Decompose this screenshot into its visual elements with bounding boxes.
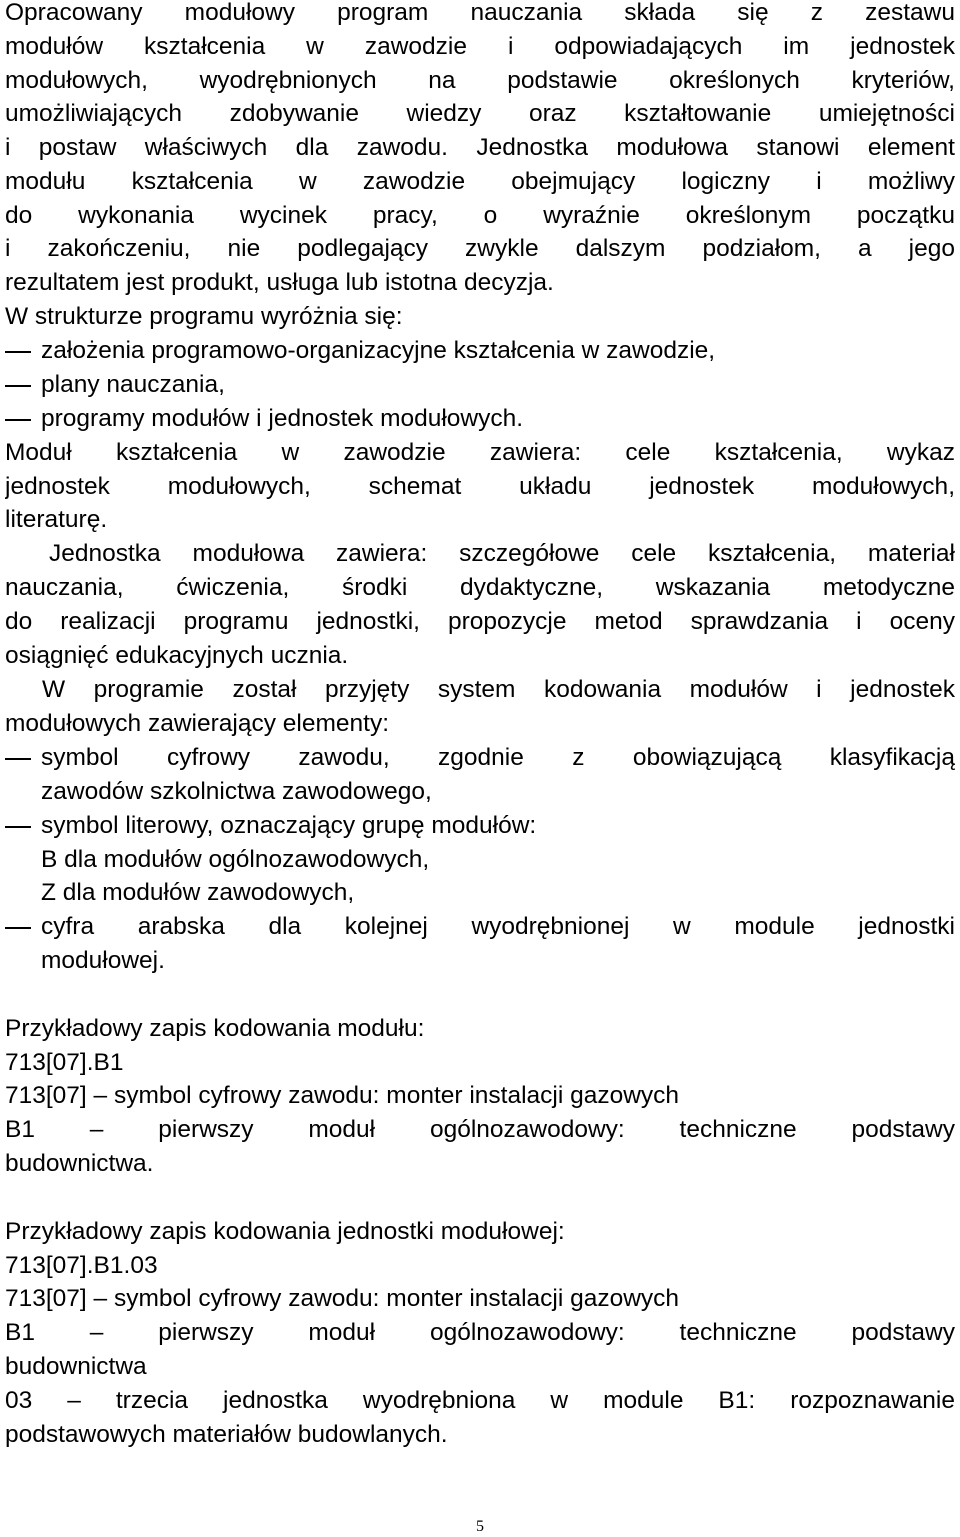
text-line: modułowych zawierający elementy:: [5, 710, 389, 737]
list-item: symbol cyfrowy zawodu, zgodnie z obowiązującą klasyfikacją: [41, 744, 955, 771]
list-item: symbol literowy, oznaczający grupę modułów:: [41, 812, 537, 839]
list-item: cyfra arabska dla kolejnej wyodrębnionej w module jednostki: [41, 913, 955, 940]
text-line: podstawowych materiałów budowlanych.: [5, 1421, 448, 1448]
list-item: modułowej.: [41, 947, 165, 974]
text-line: Jednostka modułowa zawiera: szczegółowe cele kształcenia, materiał: [49, 540, 955, 567]
bullet-dash: [5, 351, 31, 353]
text-line: modułowych, wyodrębnionych na podstawie określonych kryteriów,: [5, 67, 955, 94]
text-line: literaturę.: [5, 506, 108, 533]
text-line: modułów kształcenia w zawodzie i odpowiadających im jednostek: [5, 33, 955, 60]
page-number: 5: [476, 1518, 484, 1535]
text-line: umożliwiających zdobywanie wiedzy oraz kształtowanie umiejętności: [5, 100, 955, 127]
bullet-dash: [5, 758, 31, 760]
bullet-dash: [5, 826, 31, 828]
text-line: Moduł kształcenia w zawodzie zawiera: cele kształcenia, wykaz: [5, 439, 955, 466]
text-line: rezultatem jest produkt, usługa lub istotna decyzja.: [5, 269, 554, 296]
text-line: 713[07].B1: [5, 1049, 124, 1076]
text-line: B1 – pierwszy moduł ogólnozawodowy: techniczne podstawy: [5, 1116, 955, 1143]
text-line: 713[07] – symbol cyfrowy zawodu: monter instalacji gazowych: [5, 1082, 680, 1109]
text-line: budownictwa: [5, 1353, 147, 1380]
bullet-dash: [5, 385, 31, 387]
text-line: do wykonania wycinek pracy, o wyraźnie określonym początku: [5, 202, 955, 229]
text-line: i postaw właściwych dla zawodu. Jednostka modułowa stanowi element: [5, 134, 955, 161]
bullet-dash: [5, 419, 31, 421]
text-line: 713[07].B1.03: [5, 1252, 158, 1279]
text-line: B1 – pierwszy moduł ogólnozawodowy: techniczne podstawy: [5, 1319, 955, 1346]
text-line: Opracowany modułowy program nauczania składa się z zestawu: [5, 0, 955, 26]
text-line: do realizacji programu jednostki, propozycje metod sprawdzania i oceny: [5, 608, 955, 635]
list-item: zawodów szkolnictwa zawodowego,: [41, 778, 432, 805]
text-line: Przykładowy zapis kodowania modułu:: [5, 1015, 425, 1042]
list-item: Z dla modułów zawodowych,: [41, 879, 355, 906]
text-line: W strukturze programu wyróżnia się:: [5, 303, 403, 330]
text-line: modułu kształcenia w zawodzie obejmujący logiczny i możliwy: [5, 168, 955, 195]
list-item: założenia programowo-organizacyjne kształcenia w zawodzie,: [41, 337, 716, 364]
text-line: osiągnięć edukacyjnych ucznia.: [5, 642, 349, 669]
text-line: jednostek modułowych, schemat układu jednostek modułowych,: [5, 473, 955, 500]
list-item: B dla modułów ogólnozawodowych,: [41, 846, 430, 873]
list-item: plany nauczania,: [41, 371, 225, 398]
text-line: i zakończeniu, nie podlegający zwykle dalszym podziałom, a jego: [5, 235, 955, 262]
text-line: W programie został przyjęty system kodowania modułów i jednostek: [42, 676, 955, 703]
text-line: 03 – trzecia jednostka wyodrębniona w module B1: rozpoznawanie: [5, 1387, 955, 1414]
text-line: Przykładowy zapis kodowania jednostki modułowej:: [5, 1218, 565, 1245]
text-line: 713[07] – symbol cyfrowy zawodu: monter instalacji gazowych: [5, 1285, 680, 1312]
text-line: budownictwa.: [5, 1150, 154, 1177]
list-item: programy modułów i jednostek modułowych.: [41, 405, 524, 432]
text-line: nauczania, ćwiczenia, środki dydaktyczne, wskazania metodyczne: [5, 574, 955, 601]
bullet-dash: [5, 927, 31, 929]
